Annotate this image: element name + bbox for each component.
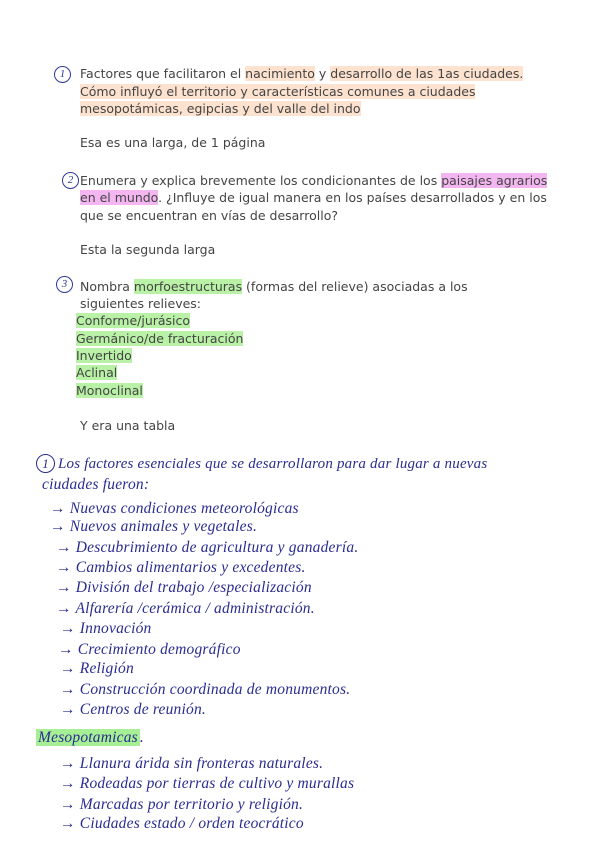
question-2-number: 2 [62,172,79,189]
section-title-highlight: Mesopotamicas [38,729,138,746]
q3-highlight-morfoestructuras: morfoestructuras [133,279,243,294]
q1-text-a: Factores que facilitaron el [80,66,246,81]
factor-list-item: → Centros de reunión. [60,701,206,718]
q1-line-3-text: mesopotámicas, egipcias y del valle del indo [80,101,361,116]
factor-list-item: → Nuevos animales y vegetales. [50,518,258,535]
mesopotamia-list-item: → Marcadas por territorio y religión. [60,796,304,813]
question-2-line-1 [80,173,547,189]
mesopotamia-list-item: → Llanura árida sin fronteras naturales. [60,755,324,772]
q1-text-c: y [314,66,331,81]
question-2-note: Esta la segunda larga [80,242,216,257]
question-1-line-1 [80,66,523,82]
question-1-line-2 [80,84,475,100]
relief-item [76,313,190,329]
relief-item [76,383,143,399]
factor-list-item: → Religión [60,660,134,677]
factor-list-item: → Nuevas condiciones meteorológicas [50,500,299,517]
question-1-line-3 [80,101,361,117]
q1-highlight-nacimiento: nacimiento [245,66,315,81]
answer-intro-line-1: Los factores esenciales que se desarrollaron para dar lugar a nuevas [58,456,488,472]
question-1-number: 1 [54,66,71,83]
q3-text-c: (formas del relieve) asociadas a los [242,279,468,294]
relief-item-label: Germánico/de fracturación [76,331,244,346]
question-2-line-2 [80,190,547,206]
answer-intro-line-2: ciudades fueron: [42,476,150,493]
relief-item-label: Conforme/jurásico [76,313,191,328]
factor-list-item: → Cambios alimentarios y excedentes. [56,559,306,576]
question-3-line-2: siguientes relieves: [80,296,202,311]
relief-item [76,348,132,364]
question-3-number: 3 [56,276,73,293]
factor-list-item: → Innovación [60,620,152,637]
q2-highlight-paisajes: paisajes agrarios [441,173,548,188]
relief-item [76,331,243,347]
relief-item-label: Invertido [76,348,132,363]
q1-highlight-desarrollo: desarrollo de las 1as ciudades. [330,66,524,81]
factor-list-item: → Construcción coordinada de monumentos. [60,681,351,698]
relief-item-label: Aclinal [76,365,118,380]
mesopotamia-list-item: → Ciudades estado / orden teocrático [60,815,304,832]
relief-item [76,365,117,381]
q3-text-a: Nombra [80,279,134,294]
q2-text-b: . ¿Influye de igual manera en los países desarrollados y en los [158,190,547,205]
factor-list-item: → Alfarería /cerámica / administración. [56,600,315,617]
factor-list-item: → División del trabajo /especialización [56,579,312,596]
question-3-line-1 [80,279,468,295]
question-1-note: Esa es una larga, de 1 página [80,135,266,150]
section-title: Mesopotamicas . [38,729,144,746]
question-2-line-3: que se encuentran en vías de desarrollo? [80,208,338,223]
q1-line-2-text: Cómo influyó el territorio y características comunes a ciudades [80,84,476,99]
relief-item-label: Monoclinal [76,383,143,398]
mesopotamia-list-item: → Rodeadas por tierras de cultivo y murallas [60,775,355,792]
q2-text-a: Enumera y explica brevemente los condicionantes de los [80,173,442,188]
factor-list-item: → Crecimiento demográfico [58,641,241,658]
factor-list-item: → Descubrimiento de agricultura y ganadería. [56,539,359,556]
question-3-note: Y era una tabla [80,418,176,433]
answer-1-number: 1 [36,454,55,473]
q2-highlight-mundo: en el mundo [80,190,159,205]
